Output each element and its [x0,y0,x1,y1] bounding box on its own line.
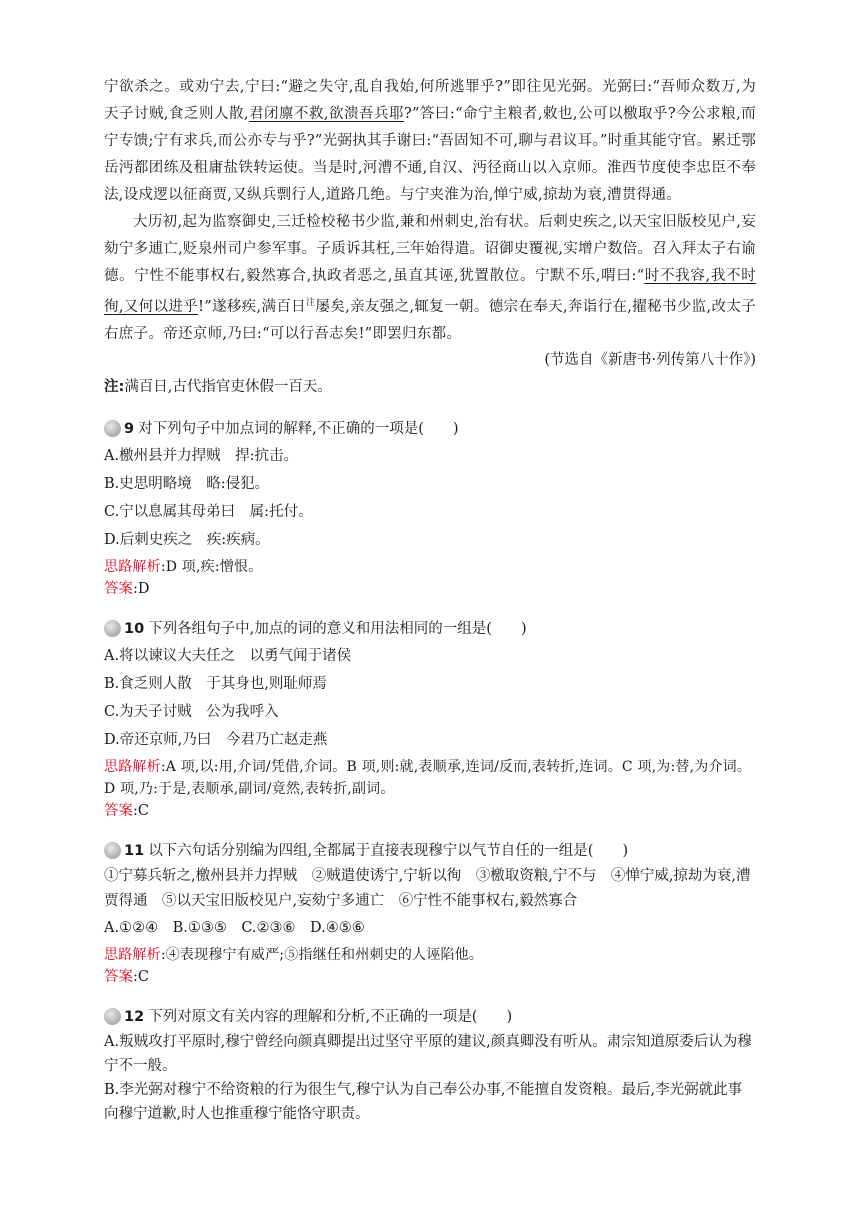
question-header [104,616,756,642]
document-page [104,74,756,1126]
option-a: A.檄州县并力捍贼 捍:抗击。 [104,447,298,464]
answer-text: :C [133,968,149,985]
analysis-text: :④表现穆宁有威严;⑤指继任和州刺史的人诬陷他。 [160,946,484,963]
analysis-text: :D 项,疾:憎恨。 [160,558,263,575]
footnote-marker: 注 [306,298,316,308]
option-a: A.叛贼攻打平原时,穆宁曾经向颜真卿提出过坚守平原的建议,颜真卿没有听从。肃宗知道原委后认为穆宁不一般。 [104,1033,752,1074]
analysis [104,756,756,800]
footnote-label: 注: [104,378,125,395]
question-header [104,838,756,864]
question-bullet-icon [104,620,121,637]
option-a: A.将以谏议大夫任之 以勇气闻于诸侯 [104,647,352,664]
passage-text: 大历初,起为监察御史,三迁检校秘书少监,兼和州刺史,治有状。后刺史疾之,以天宝旧版校见户,妄劾宁多逋亡,贬泉州司户参军事。子质诉其枉,三年始得遣。诏御史覆视,实增户数倍。召入拜太子右谕德。宁性不能事权右,毅然寡合,执政者恶之,虽直其诬,犹置散位。宁默不乐,喟曰:“ [104,214,756,284]
option-c: C.为天子讨贼 公为我呼入 [104,703,279,720]
passage-text: 宁欲杀之。或劝宁去,宁曰:“避之失守,乱自我始,何所逃罪乎?”即往见光弼。光弼曰:“吾师众数万,为天子讨贼,食乏则人散, [104,79,756,122]
question-stem: 以下六句话分别编为四组,全都属于直接表现穆宁以气节自任的一组是( ) [148,842,629,859]
answer-text: :C [133,802,149,819]
statement-list: ①宁募兵斩之,檄州县并力捍贼 ②贼遣使诱宁,宁斩以徇 ③檄取资粮,宁不与 ④惮宁威,掠劫为衰,漕贾得通 ⑤以天宝旧版校见户,妄劾宁多逋亡 ⑥宁性不能事权右,毅然寡合 [104,867,751,909]
question-bullet-icon [104,1008,121,1025]
analysis [104,556,756,578]
answer-label: 答案 [104,968,133,985]
question-number: 10 [124,620,145,637]
underlined-sentence-1: 君闭廪不救,欲溃吾兵耶 [248,106,404,122]
analysis [104,944,756,966]
underlined-sentence-2: 时不我容,我不时徇,又何以进乎 [104,268,756,315]
option-b: B.史思明略境 略:侵犯。 [104,475,270,492]
question-bullet-icon [104,842,121,859]
question-11 [104,838,756,988]
analysis-text: :A 项,以:用,介词/凭借,介词。B 项,则:就,表顺承,连词/反而,表转折,连词。C 项,为:替,为介词。D 项,乃:于是,表顺承,副词/竟然,表转折,副词。 [104,758,752,797]
question-9 [104,416,756,600]
question-10 [104,616,756,822]
question-bullet-icon [104,420,121,437]
analysis-label: 思路解析 [104,758,161,775]
footnote-text: 满百日,古代指官吏休假一百天。 [124,378,332,395]
option-b: B.食乏则人散 于其身也,则耻师焉 [104,675,327,692]
answer [104,578,756,600]
question-number: 9 [124,420,135,437]
answer [104,800,756,822]
passage-paragraph-1 [104,74,756,209]
answer [104,966,756,988]
passage-paragraph-2 [104,209,756,348]
option-b: B.李光弼对穆宁不给资粮的行为很生气,穆宁认为自己奉公办事,不能擅自发资粮。最后,李光弼就此事向穆宁道歉,时人也推重穆宁能恪守职责。 [104,1081,743,1122]
analysis-label: 思路解析 [104,946,161,963]
question-header [104,416,756,442]
option-d: D.帝还京师,乃曰 今君乃亡赵走燕 [104,731,328,748]
footnote [104,374,756,400]
question-stem: 下列对原文有关内容的理解和分析,不正确的一项是( ) [148,1008,513,1025]
question-header [104,1004,756,1030]
question-stem: 对下列句子中加点词的解释,不正确的一项是( ) [138,420,459,437]
analysis-label: 思路解析 [104,558,161,575]
passage-text: ?”答曰:“命宁主粮者,敕也,公可以檄取乎?今公求粮,而宁专馈;宁有求兵,而公亦专与乎?”光弼执其手谢曰:“吾固知不可,聊与君议耳。”时重其能守官。累迁鄂岳沔都团练及租庸盐铁转运使。当是时,河漕不通,自汉、沔径商山以入京师。淮西节度使李忠臣不奉法,设戍逻以征商贾,又纵兵剽行人,道路几绝。与宁夹淮为治,惮宁威,掠劫为衰,漕贯得通。 [104,106,756,203]
question-12 [104,1004,756,1126]
answer-label: 答案 [104,580,133,597]
passage-text: !”遂移疾,满百日 [198,298,307,315]
option-choices: A.①②④ B.①③⑤ C.②③⑥ D.④⑤⑥ [104,919,365,936]
answer-label: 答案 [104,802,133,819]
option-c: C.宁以息属其母弟曰 属:托付。 [104,503,313,520]
question-number: 12 [124,1008,145,1025]
question-stem: 下列各组句子中,加点的词的意义和用法相同的一组是( ) [148,620,527,637]
question-number: 11 [124,842,145,859]
passage-text: 屡矣,亲友强之,辄复一朝。德宗在奉天,奔诣行在,擢秘书少监,改太子右庶子。帝还京师,乃曰:“可以行吾志矣!”即罢归东都。 [104,298,756,342]
source-citation: (节选自《新唐书·列传第八十作》) [544,351,756,368]
answer-text: :D [133,580,150,597]
option-d: D.后刺史疾之 疾:疾病。 [104,531,270,548]
